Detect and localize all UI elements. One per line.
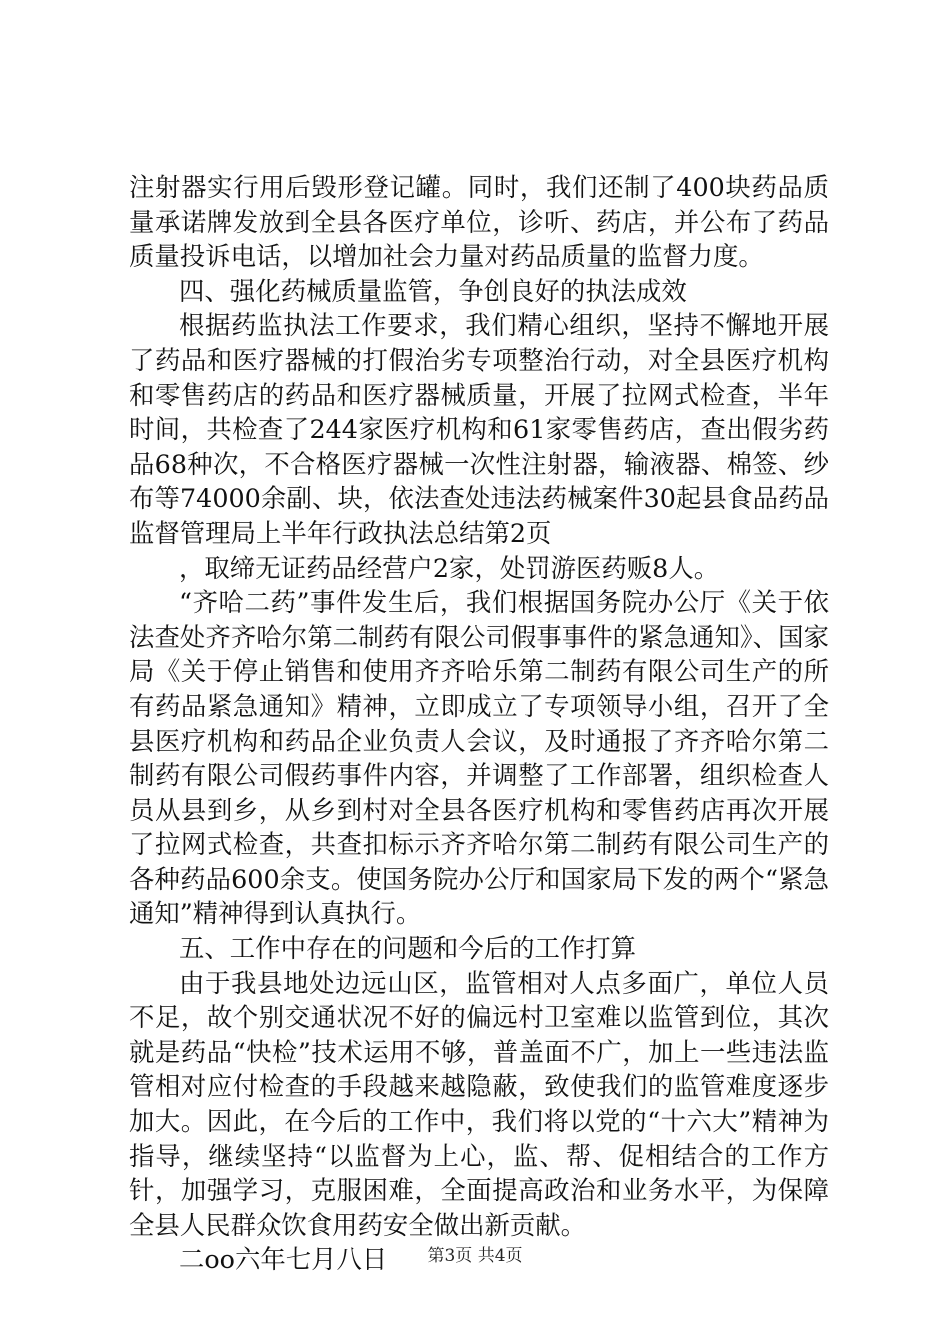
section-heading-four: 四、强化药械质量监管，争创良好的执法成效 bbox=[179, 275, 687, 306]
paragraph-drug-quality-commitment: 注射器实行用后毁形登记罐。同时，我们还制了400块药品质量承诺牌发放到全县各医疗单位，诊听、药店，并公布了药品质量投诉电话，以增加社会力量对药品质量的监督力度。 bbox=[129, 172, 829, 272]
page-footer bbox=[0, 1244, 950, 1268]
paragraph-problems-and-plans: 由于我县地处边远山区，监管相对人点多面广，单位人员不足，故个别交通状况不好的偏远村卫室难以监管到位，其次就是药品“快检”技术运用不够，普盖面不广，加上一些违法监管相对应付检查的手段越来越隐蔽，致使我们的监管难度逐步加大。因此，在今后的工作中，我们将以党的“十六大”精神为指导，继续坚持“以监督为上心，监、帮、促相结合的工作方针，加强学习，克服困难，全面提高政治和业务水平，为保障全县人民群众饮食用药安全做出新贡献。 bbox=[129, 967, 829, 1240]
page-number-label: 第3页 共4页 bbox=[427, 1246, 523, 1266]
document-body bbox=[129, 170, 829, 1277]
document-date: 二oo六年七月八日 bbox=[179, 1244, 388, 1275]
paragraph-qiqihar-incident: “齐哈二药”事件发生后，我们根据国务院办公厅《关于依法查处齐齐哈尔第二制药有限公司假事事件的紧急通知》、国家局《关于停止销售和使用齐齐哈乐第二制药有限公司生产的所有药品紧急通知》精神，立即成立了专项领导小组，召开了全县医疗机构和药品企业负责人会议，及时通报了齐齐哈尔第二制药有限公司假药事件内容，并调整了工作部署，组织检查人员从县到乡，从乡到村对全县各医疗机构和零售药店再次开展了拉网式检查，共查扣标示齐齐哈尔第二制药有限公司生产的各种药品600余支。使国务院办公厅和国家局下发的两个“紧急通知”精神得到认真执行。 bbox=[129, 587, 829, 929]
paragraph-crackdown-campaign: 根据药监执法工作要求，我们精心组织，坚持不懈地开展了药品和医疗器械的打假治劣专项整治行动，对全县医疗机构和零售药店的药品和医疗器械质量，开展了拉网式检查，半年时间，共检查了244家医疗机构和61家零售药店，查出假劣药品68种次，不合格医疗器械一次性注射器，输液器、棉签、纱布等74000余副、块，依法查处违法药械案件30起县食品药品监督管理局上半年行政执法总结第2页 bbox=[129, 310, 829, 548]
section-heading-five: 五、工作中存在的问题和今后的工作打算 bbox=[179, 933, 637, 964]
paragraph-unlicensed-operators: ，取缔无证药品经营户2家，处罚游医药贩8人。 bbox=[179, 552, 720, 583]
